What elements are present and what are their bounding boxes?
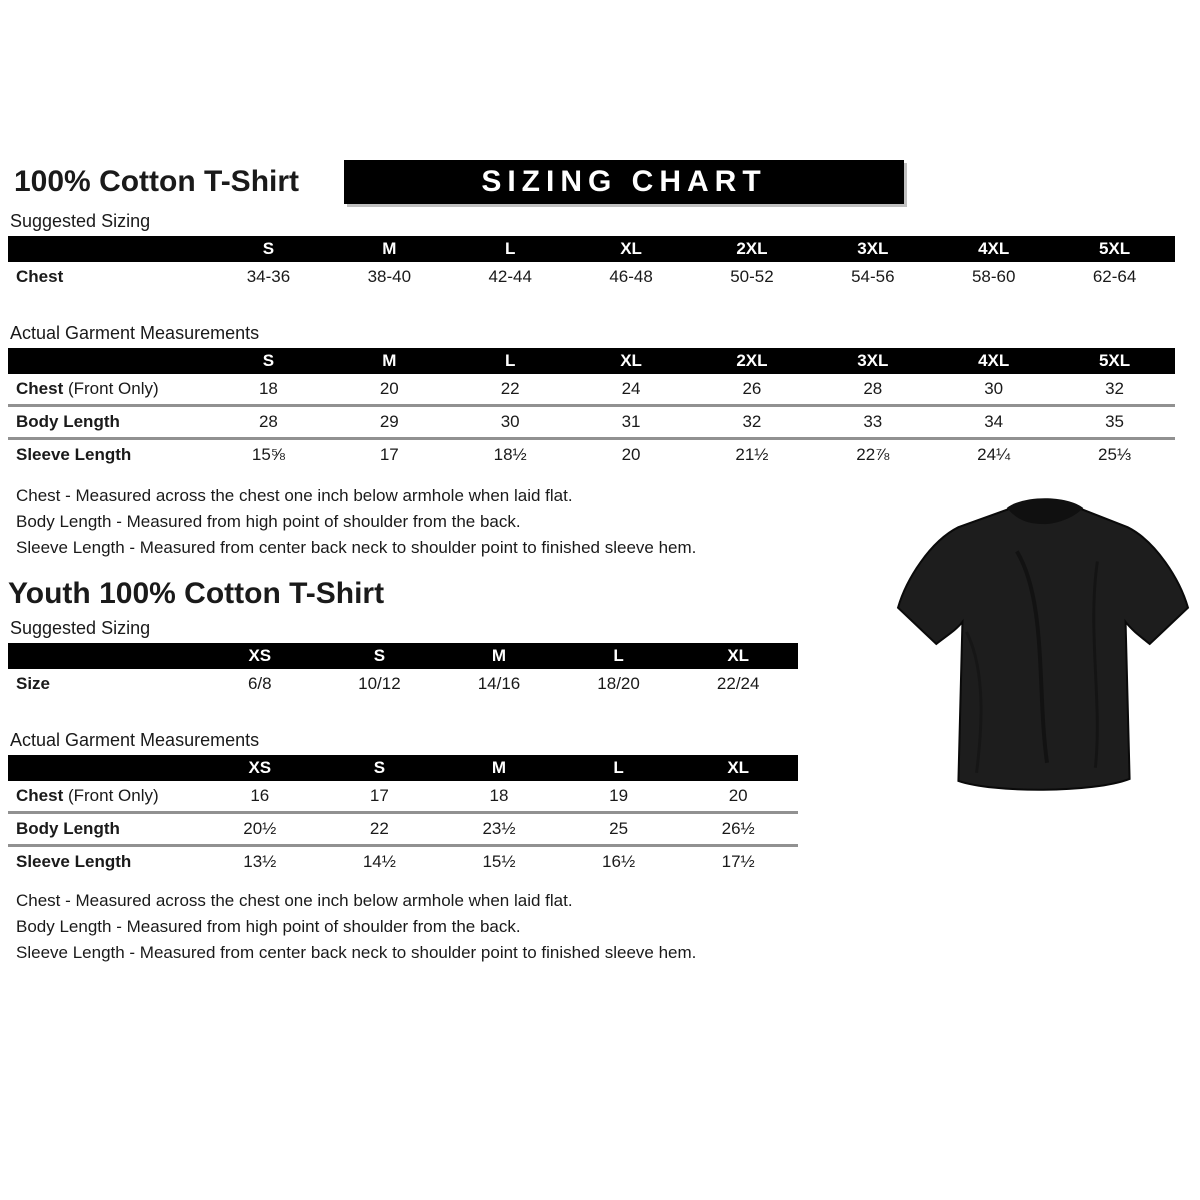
note-sleeve-length: Sleeve Length - Measured from center back neck to shoulder point to finished sleeve hem.: [16, 538, 697, 557]
column-header: L: [450, 348, 571, 374]
tshirt-body: [898, 502, 1188, 790]
measurement-cell: 13½: [200, 846, 320, 878]
measurement-cell: 29: [329, 406, 450, 439]
measurement-cell: 33: [812, 406, 933, 439]
column-header: 2XL: [692, 236, 813, 262]
measurement-cell: 38-40: [367, 267, 412, 286]
measurement-cell: 22⅞: [812, 439, 933, 471]
measurement-cell: 14/16: [477, 674, 521, 693]
column-header: 5XL: [1054, 348, 1175, 374]
adult-suggested-sizing-table: [8, 236, 1175, 292]
table-row: [8, 406, 1175, 439]
measurement-cell: 30: [450, 406, 571, 439]
table-row: [8, 846, 798, 878]
measurement-cell: 21½: [692, 439, 813, 471]
measurement-cell: 18/20: [597, 674, 640, 693]
measurement-cell: 32: [1105, 379, 1125, 398]
measurement-cell: 28: [208, 406, 329, 439]
column-header: 3XL: [812, 236, 933, 262]
measurement-cell: 22: [500, 379, 520, 398]
measurement-cell: 31: [571, 406, 692, 439]
column-header: M: [329, 348, 450, 374]
column-header: M: [439, 643, 559, 669]
measurement-cell: 35: [1054, 406, 1175, 439]
header-corner-cell: [8, 755, 200, 781]
measurement-cell: 18½: [450, 439, 571, 471]
column-header: L: [559, 643, 679, 669]
measurement-cell: 46-48: [609, 267, 653, 286]
measurement-cell: 17: [369, 786, 389, 805]
measurement-cell: 18: [258, 379, 278, 398]
measurement-cell: 30: [984, 379, 1004, 398]
header-corner-cell: [8, 236, 208, 262]
measurement-cell: 16½: [559, 846, 679, 878]
column-header: XL: [571, 348, 692, 374]
measurement-cell: 20½: [200, 813, 320, 846]
adult-actual-measurements-label: Actual Garment Measurements: [10, 323, 260, 343]
measurement-cell: 22: [320, 813, 440, 846]
note-body-length: Body Length - Measured from high point of shoulder from the back.: [16, 512, 521, 531]
column-header: XL: [571, 236, 692, 262]
column-header: L: [559, 755, 679, 781]
table-row: [8, 374, 1175, 406]
row-label: Body Length: [8, 813, 200, 846]
note-body-length: Body Length - Measured from high point of shoulder from the back.: [16, 917, 521, 936]
column-header: 4XL: [933, 236, 1054, 262]
measurement-cell: 32: [692, 406, 813, 439]
tshirt-graphic: [896, 490, 1190, 806]
column-header: 2XL: [692, 348, 813, 374]
row-label: Chest (Front Only): [16, 379, 159, 398]
column-header: S: [320, 643, 440, 669]
measurement-cell: 17: [329, 439, 450, 471]
column-header: XL: [678, 755, 798, 781]
measurement-cell: 14½: [320, 846, 440, 878]
column-header: 3XL: [812, 348, 933, 374]
measurement-cell: 18: [489, 786, 509, 805]
measurement-cell: 62-64: [1092, 267, 1137, 286]
column-header: 5XL: [1054, 236, 1175, 262]
measurement-cell: 17½: [678, 846, 798, 878]
measurement-cell: 19: [609, 786, 629, 805]
column-header: 4XL: [933, 348, 1054, 374]
measurement-cell: 25⅓: [1054, 439, 1175, 471]
column-header: XL: [678, 643, 798, 669]
adult-actual-measurements-table: [8, 348, 1175, 470]
header-corner-cell: [8, 348, 208, 374]
youth-actual-measurements-table: [8, 755, 798, 877]
measurement-cell: 22/24: [716, 674, 760, 693]
column-header: M: [329, 236, 450, 262]
youth-suggested-sizing-table: [8, 643, 798, 699]
measurement-cell: 20: [379, 379, 399, 398]
header-corner-cell: [8, 643, 200, 669]
measurement-cell: 42-44: [488, 267, 532, 286]
table-row: [8, 262, 1175, 292]
column-header: M: [439, 755, 559, 781]
measurement-cell: 28: [863, 379, 883, 398]
header-row: [8, 160, 1178, 204]
row-label: Sleeve Length: [8, 439, 208, 471]
measurement-cell: 34-36: [246, 267, 291, 286]
measurement-cell: 50-52: [730, 267, 774, 286]
table-row: [8, 781, 798, 813]
note-sleeve-length: Sleeve Length - Measured from center back neck to shoulder point to finished sleeve hem.: [16, 943, 697, 962]
sizing-chart-banner: SIZING CHART: [344, 160, 904, 204]
table-row: [8, 813, 798, 846]
measurement-cell: 25: [559, 813, 679, 846]
measurement-cell: 20: [728, 786, 748, 805]
youth-measurement-notes: [16, 888, 1178, 966]
note-chest: Chest - Measured across the chest one inch below armhole when laid flat.: [16, 486, 573, 505]
measurement-cell: 16: [250, 786, 270, 805]
measurement-cell: 26: [742, 379, 762, 398]
tshirt-image: [896, 490, 1190, 806]
table-row: [8, 669, 798, 699]
youth-section-title: Youth 100% Cotton T-Shirt: [8, 577, 385, 610]
measurement-cell: 15⅝: [208, 439, 329, 471]
row-label: Chest: [16, 267, 64, 286]
youth-actual-measurements-label: Actual Garment Measurements: [10, 730, 260, 750]
measurement-cell: 24¼: [933, 439, 1054, 471]
measurement-cell: 54-56: [851, 267, 895, 286]
column-header: S: [320, 755, 440, 781]
column-header: L: [450, 236, 571, 262]
row-label: Chest (Front Only): [16, 786, 159, 805]
measurement-cell: 20: [571, 439, 692, 471]
column-header: XS: [200, 755, 320, 781]
measurement-cell: 23½: [439, 813, 559, 846]
row-label: Sleeve Length: [8, 846, 200, 878]
table-row: [8, 439, 1175, 471]
row-label: Body Length: [8, 406, 208, 439]
youth-suggested-sizing-label: Suggested Sizing: [10, 618, 151, 638]
row-label: Size: [16, 674, 51, 693]
note-chest: Chest - Measured across the chest one inch below armhole when laid flat.: [16, 891, 573, 910]
measurement-cell: 58-60: [971, 267, 1016, 286]
measurement-cell: 15½: [439, 846, 559, 878]
column-header: S: [208, 236, 329, 262]
column-header: XS: [200, 643, 320, 669]
measurement-cell: 24: [621, 379, 641, 398]
measurement-cell: 26½: [678, 813, 798, 846]
adult-section-title: 100% Cotton T-Shirt: [14, 165, 300, 198]
column-header: S: [208, 348, 329, 374]
adult-suggested-sizing-label: Suggested Sizing: [10, 211, 151, 231]
measurement-cell: 6/8: [247, 674, 272, 693]
measurement-cell: 10/12: [358, 674, 401, 693]
measurement-cell: 34: [933, 406, 1054, 439]
